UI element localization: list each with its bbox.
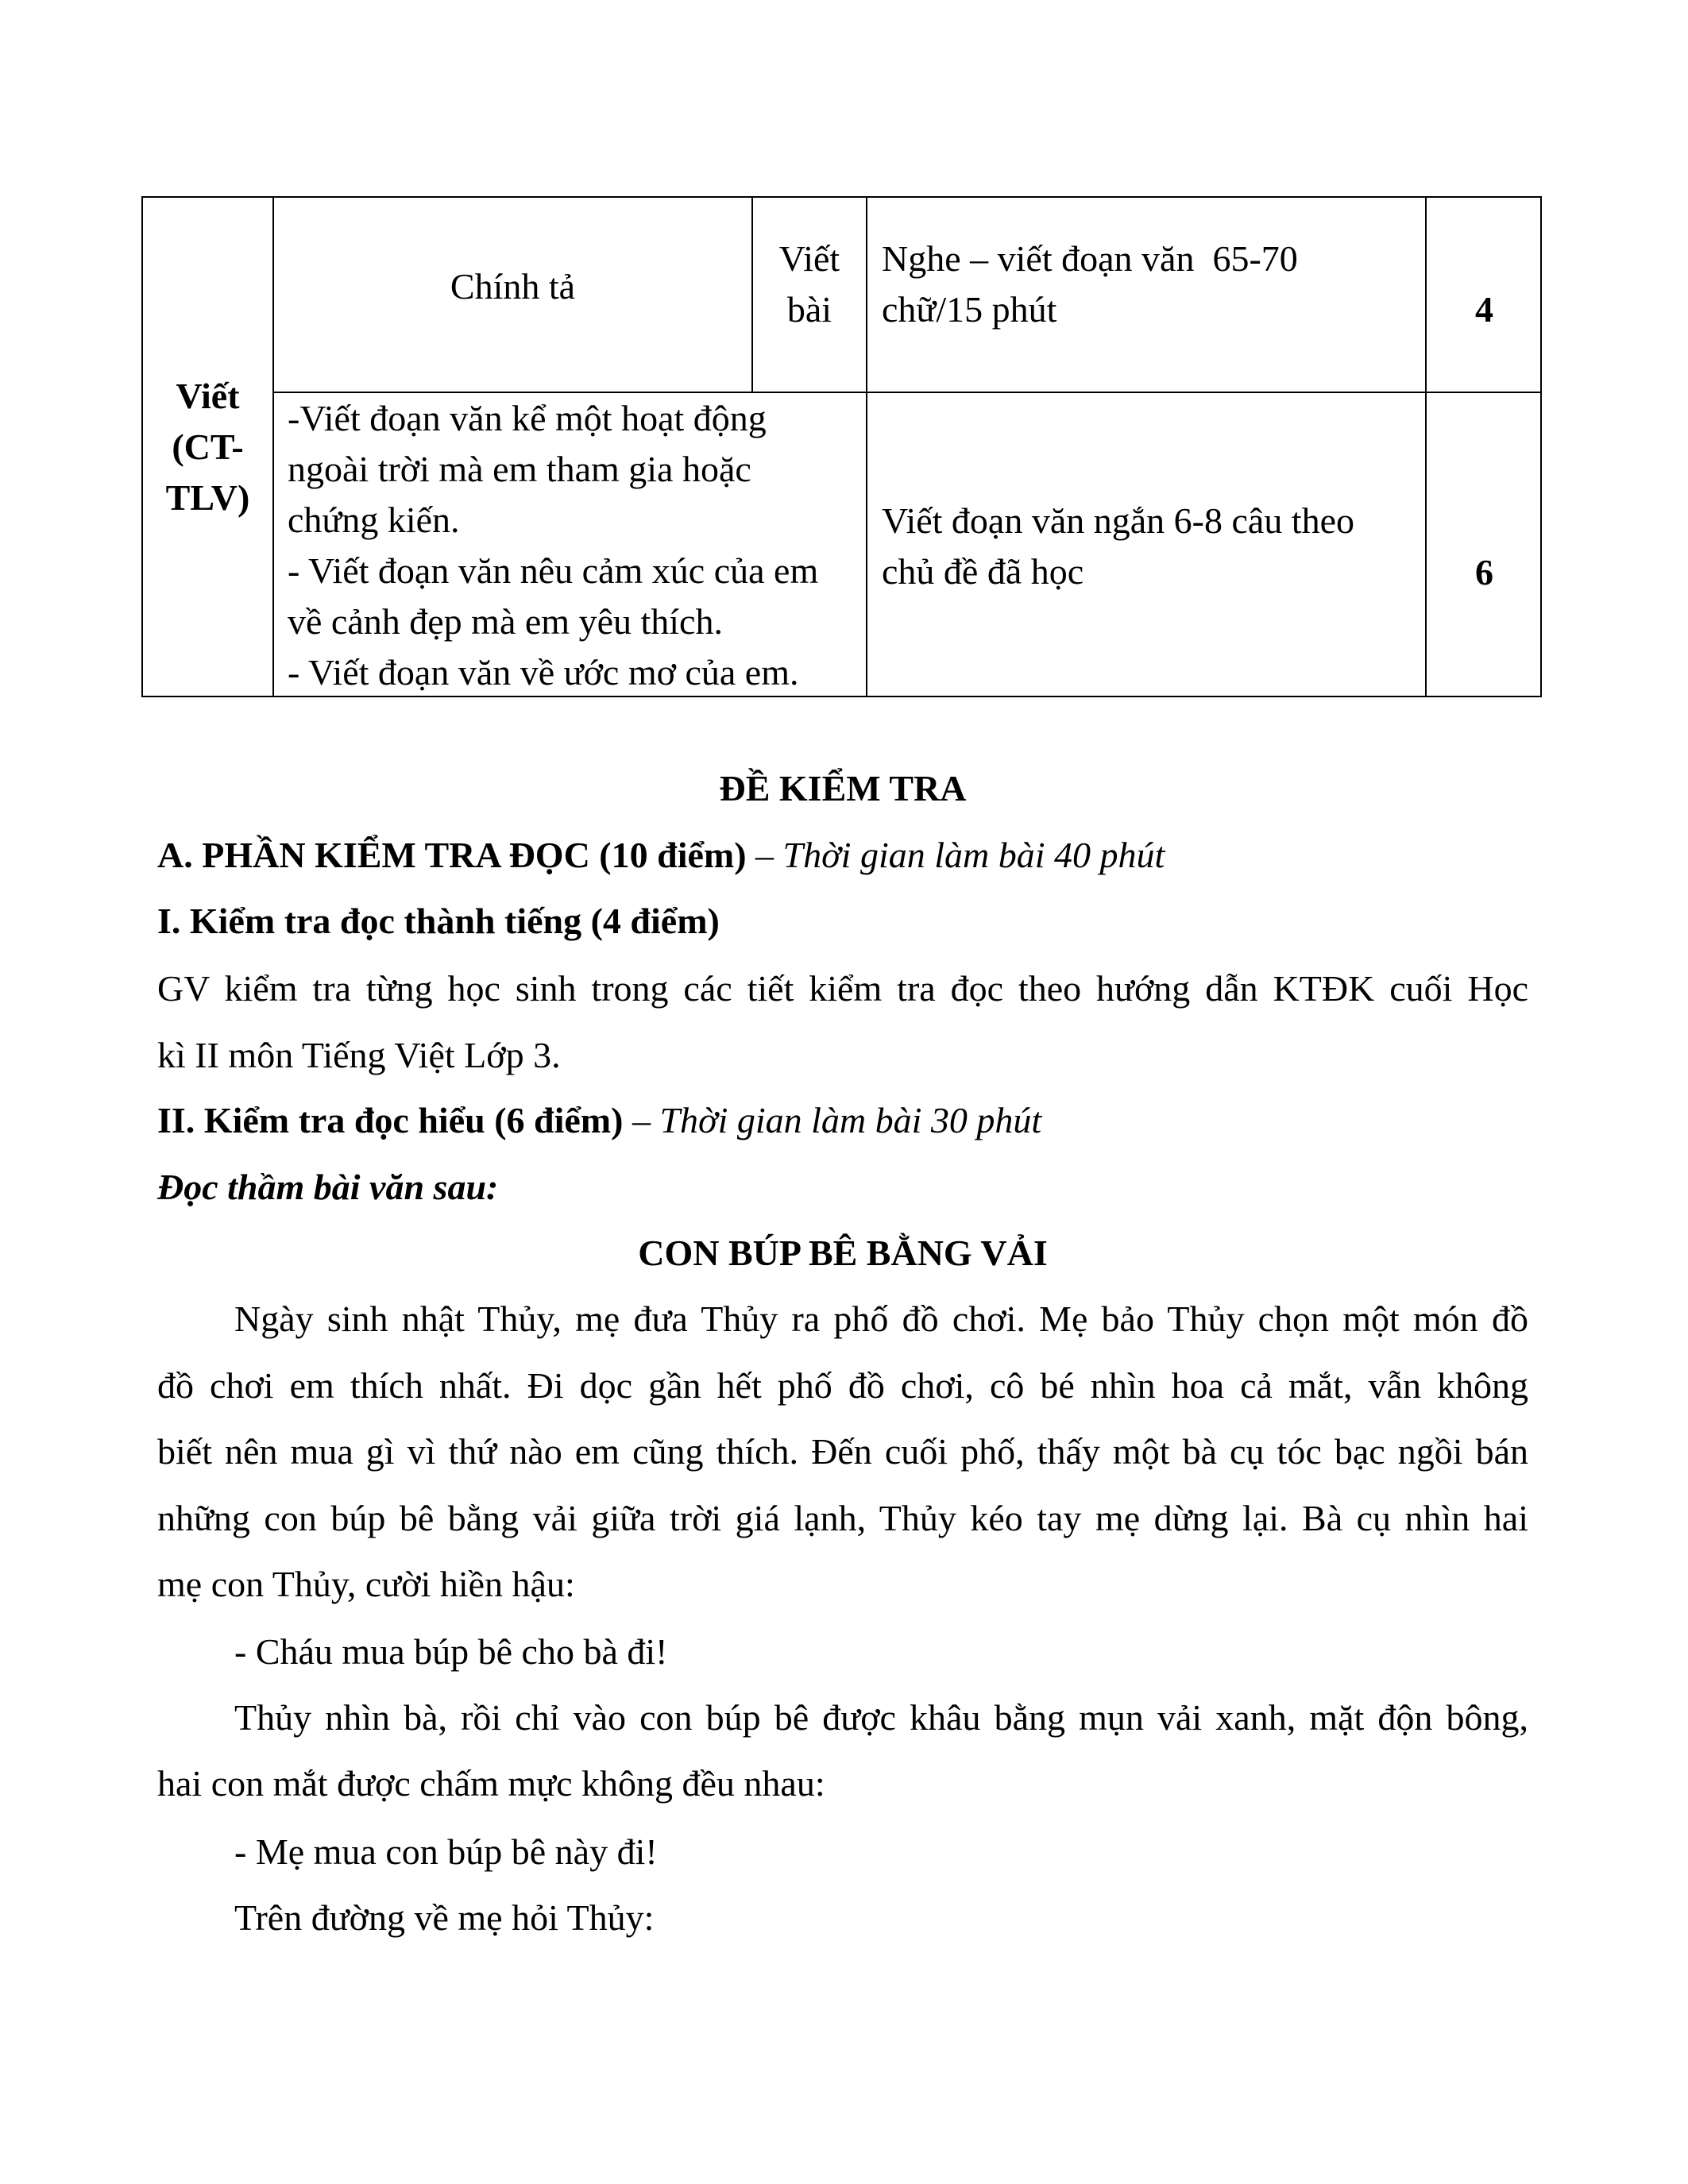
task-line: - Viết đoạn văn về ước mơ của em. — [288, 652, 799, 693]
dash: – — [746, 835, 783, 875]
assessment-matrix-table — [141, 196, 1542, 697]
requirement-cell — [882, 233, 1298, 335]
story-line: - Mẹ mua con búp bê này đi! — [234, 1831, 658, 1872]
group-label-line: TLV) — [165, 477, 250, 518]
divider — [1425, 198, 1427, 696]
story-line: đồ chơi em thích nhất. Đi dọc gần hết phố đồ chơi, cô bé nhìn hoa cả mắt, vẫn không — [157, 1365, 1528, 1406]
requirement-line: chữ/15 phút — [882, 289, 1057, 330]
story-line: biết nên mua gì vì thứ nào em cũng thích. Đến cuối phố, thấy một bà cụ tóc bạc ngồi bán — [157, 1431, 1528, 1472]
type-cell — [753, 233, 866, 335]
requirement-line: Nghe – viết đoạn văn 65-70 — [882, 238, 1298, 279]
part-a-label: A. PHẦN KIỂM TRA ĐỌC (10 điểm) — [157, 835, 747, 875]
section-i-text: GV kiểm tra từng học sinh trong các tiết kiểm tra đọc theo hướng dẫn KTĐK cuối Học — [157, 968, 1528, 1009]
group-label-line: Viết — [176, 376, 240, 416]
section-i-text: kì II môn Tiếng Việt Lớp 3. — [157, 1035, 561, 1075]
requirement-cell — [882, 496, 1354, 597]
task-line: -Viết đoạn văn kể một hoạt động — [288, 398, 767, 438]
task-line: - Viết đoạn văn nêu cảm xúc của em — [288, 550, 819, 591]
type-line: bài — [786, 289, 832, 330]
section-i-heading: I. Kiểm tra đọc thành tiếng (4 điểm) — [157, 901, 720, 941]
group-label-line: (CT- — [172, 426, 244, 467]
skill-cell: Chính tả — [450, 266, 576, 307]
part-a-time: Thời gian làm bài 40 phút — [782, 835, 1165, 875]
story-line: mẹ con Thủy, cười hiền hậu: — [157, 1564, 575, 1604]
divider — [866, 198, 867, 696]
task-line: về cảnh đẹp mà em yêu thích. — [288, 601, 723, 642]
requirement-line: chủ đề đã học — [882, 551, 1084, 592]
exam-title: ĐỀ KIỂM TRA — [719, 768, 967, 808]
story-line: - Cháu mua búp bê cho bà đi! — [234, 1631, 668, 1672]
section-ii-heading — [157, 1097, 1528, 1144]
dash: – — [623, 1100, 660, 1140]
task-line: ngoài trời mà em tham gia hoặc — [288, 449, 751, 489]
story-line: Ngày sinh nhật Thủy, mẹ đưa Thủy ra phố đồ chơi. Mẹ bảo Thủy chọn một món đồ — [234, 1298, 1528, 1339]
section-ii-time: Thời gian làm bài 30 phút — [659, 1100, 1042, 1140]
section-ii-label: II. Kiểm tra đọc hiểu (6 điểm) — [157, 1100, 624, 1140]
points-cell: 6 — [1475, 552, 1493, 592]
requirement-line: Viết đoạn văn ngắn 6-8 câu theo — [882, 500, 1355, 541]
part-a-heading — [157, 832, 1528, 879]
story-line: những con búp bê bằng vải giữa trời giá lạnh, Thủy kéo tay mẹ dừng lại. Bà cụ nhìn hai — [157, 1498, 1528, 1538]
group-label — [143, 371, 272, 523]
type-line: Viết — [778, 238, 840, 279]
story-line: Thủy nhìn bà, rồi chỉ vào con búp bê được khâu bằng mụn vải xanh, mặt độn bông, — [234, 1697, 1528, 1738]
story-title: CON BÚP BÊ BẰNG VẢI — [638, 1233, 1048, 1273]
story-line: Trên đường về mẹ hỏi Thủy: — [234, 1897, 655, 1938]
tasks-cell — [288, 393, 818, 698]
story-line: hai con mắt được chấm mực không đều nhau: — [157, 1763, 825, 1804]
reading-instruction: Đọc thầm bài văn sau: — [157, 1167, 499, 1207]
task-line: chứng kiến. — [288, 500, 460, 540]
points-cell: 4 — [1475, 289, 1493, 330]
